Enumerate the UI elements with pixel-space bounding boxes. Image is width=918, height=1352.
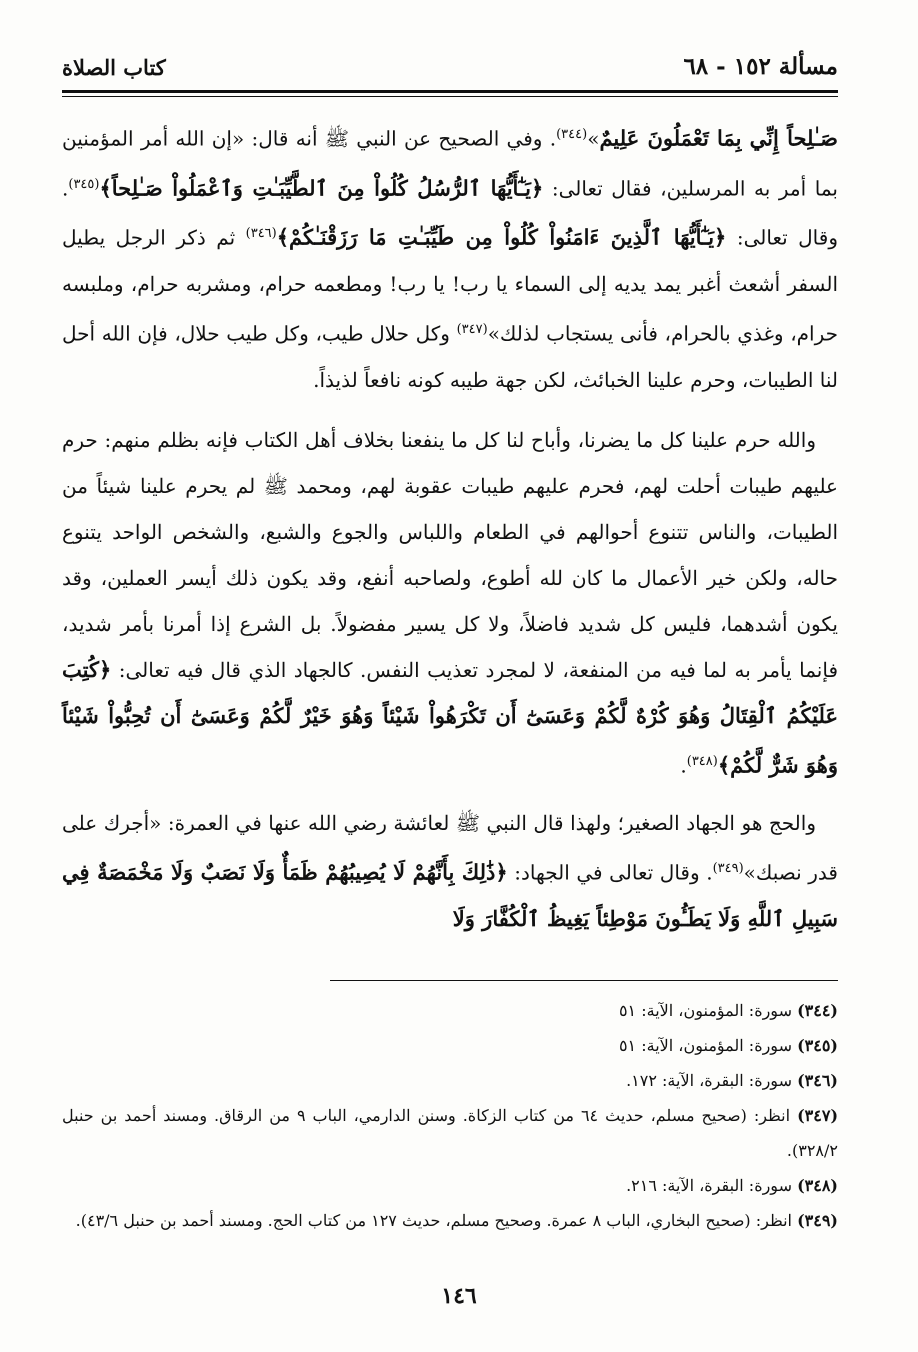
header-rule-thick [62, 90, 838, 93]
footnote-ref: (٣٤٦) [245, 226, 277, 242]
quran-verse: ﴿يَـٰٓأَيُّهَا ٱلَّذِينَ ءَامَنُواْ كُلُواْ مِن طَيِّبَـٰتِ مَا رَزَقْنَـٰكُمْ﴾ [276, 224, 727, 250]
body-paragraph [62, 417, 838, 789]
footnote-ref: (٣٤٩) [712, 861, 744, 877]
book-title: كتاب الصلاة [62, 55, 166, 80]
body-paragraph [62, 800, 838, 942]
issue-label: مسألة ١٥٢ - ٦٨ [683, 53, 838, 80]
footnote-text: سورة: المؤمنون، الآية: ٥١ [618, 1001, 798, 1020]
footnote-number: (٣٤٥) [797, 1036, 838, 1055]
footnote-ref: (٣٤٤) [556, 127, 588, 142]
footnote-number: (٣٤٦) [797, 1071, 838, 1090]
footnote-text: انظر: (صحيح البخاري، الباب ٨ عمرة. وصحيح مسلم، حديث ١٢٧ من كتاب الحج. ومسند أحمد بن حنبل ٤٣/٦). [75, 1211, 798, 1230]
footnote-ref: (٣٤٨) [686, 753, 718, 769]
paragraph-text: » [587, 126, 600, 151]
footnote-separator [330, 980, 838, 981]
running-header [62, 40, 838, 80]
footnote-number: (٣٤٨) [797, 1176, 838, 1195]
quran-verse: ﴿يَـٰٓأَيُّهَا ٱلرُّسُلُ كُلُواْ مِنَ ٱلطَّيِّبَـٰتِ وَٱعْمَلُواْ صَـٰلِحاً﴾ [99, 175, 544, 201]
paragraph-text: . وقال تعالى: [62, 176, 838, 250]
footnote-text: انظر: (صحيح مسلم، حديث ٦٤ من كتاب الزكاة. وسنن الدارمي، الباب ٩ من الرقاق. ومسند أحمد بن حنبل ٣٢٨/٢). [62, 1106, 838, 1160]
footnote-item [62, 993, 838, 1028]
quran-verse: ﴿كُتِبَ عَلَيْكُمُ ٱلْقِتَالُ وَهُوَ كُرْهٌ لَّكُمْ وَعَسَىٰٓ أَن تَكْرَهُواْ شَيْئاً وَهُوَ خَيْرٌ لَّكُمْ وَعَسَىٰٓ أَن تُحِبُّواْ شَيْئاً وَهُوَ شَرٌّ لَّكُمْ﴾ [62, 656, 838, 778]
body-paragraph [62, 112, 838, 403]
paragraph-text: والله حرم علينا كل ما يضرنا، وأباح لنا كل ما ينفعنا بخلاف أهل الكتاب فإنه بظلم منهم: حرم عليهم طيبات أحلت لهم، فحرم عليهم طيبات عقوبة لهم، ومحمد ﷺ لم يحرم علينا شيئاً من الطيبات، والناس تتنوع أحوالهم في الطعام واللباس والجوع والشبع، والشخص الواحد يتنوع حاله، ولكن خير الأعمال ما كان لله أطوع، ولصاحبه أنفع، وقد يكون ذلك أيسر العملين، وقد يكون أشدهما، فليس كل شديد فاضلاً، ولا كل يسير مفضولاً. بل الشرع إذا أمرنا بأمر شديد، فإنما يأمر به لما فيه من المنفعة، لا لمجرد تعذيب النفس. كالجهاد الذي قال فيه تعالى: [62, 427, 839, 682]
footnote-item [62, 1028, 838, 1063]
footnote-number: (٣٤٤) [797, 1001, 838, 1020]
footnote-ref: (٣٤٥) [68, 176, 100, 192]
footnote-item [62, 1098, 838, 1168]
paragraph-text: وكل حلال طيب، وكل طيب حلال، فإن الله أحل لنا الطيبات، وحرم علينا الخبائث، لكن جهة طيبه كونه نافعاً لذيذاً. [62, 321, 838, 392]
footnote-number: (٣٤٧) [797, 1106, 839, 1125]
footnote-ref: (٣٤٧) [456, 321, 488, 337]
footnote-text: سورة: البقرة، الآية: ٢١٦. [626, 1176, 798, 1195]
quran-verse: صَـٰلِحاً إِنِّي بِمَا تَعْمَلُونَ عَلِيمٌ [599, 125, 838, 151]
footnote-item [62, 1203, 838, 1238]
page-number: ١٤٦ [441, 1283, 477, 1309]
header-rule-thin [62, 96, 838, 97]
footnote-number: (٣٤٩) [797, 1211, 838, 1230]
paragraph-text: . [680, 753, 687, 778]
footnote-item [62, 1168, 838, 1203]
footnote-text: سورة: المؤمنون، الآية: ٥١ [618, 1036, 798, 1055]
footnote-text: سورة: البقرة، الآية: ١٧٢. [626, 1071, 798, 1090]
paragraph-text: ثم ذكر الرجل يطيل السفر أشعث أغبر يمد يديه إلى السماء يا رب! يا رب! ومطعمه حرام، ومشربه حرام، وملبسه حرام، وغذي بالحرام، فأنى يستجاب لذلك» [62, 225, 838, 346]
quran-verse: ﴿ذَٰلِكَ بِأَنَّهُمْ لَا يُصِيبُهُمْ ظَمَأٌ وَلَا نَصَبٌ وَلَا مَخْمَصَةٌ فِي سَبِيلِ ٱللَّهِ وَلَا يَطَـُٔونَ مَوْطِئاً يَغِيظُ ٱلْكُفَّارَ وَلَا [62, 859, 838, 931]
footnote-item [62, 1063, 838, 1098]
footnotes [62, 993, 838, 1238]
main-text [62, 112, 838, 954]
paragraph-text: . وفي الصحيح عن النبي ﷺ أنه قال: «إن الله أمر المؤمنين بما أمر به المرسلين، فقال تعالى: [62, 126, 838, 201]
paragraph-text: والحج هو الجهاد الصغير؛ ولهذا قال النبي ﷺ لعائشة رضي الله عنها في العمرة: «أجرك على قدر نصبك» [62, 811, 838, 885]
paragraph-text: . وقال تعالى في الجهاد: [507, 860, 713, 885]
